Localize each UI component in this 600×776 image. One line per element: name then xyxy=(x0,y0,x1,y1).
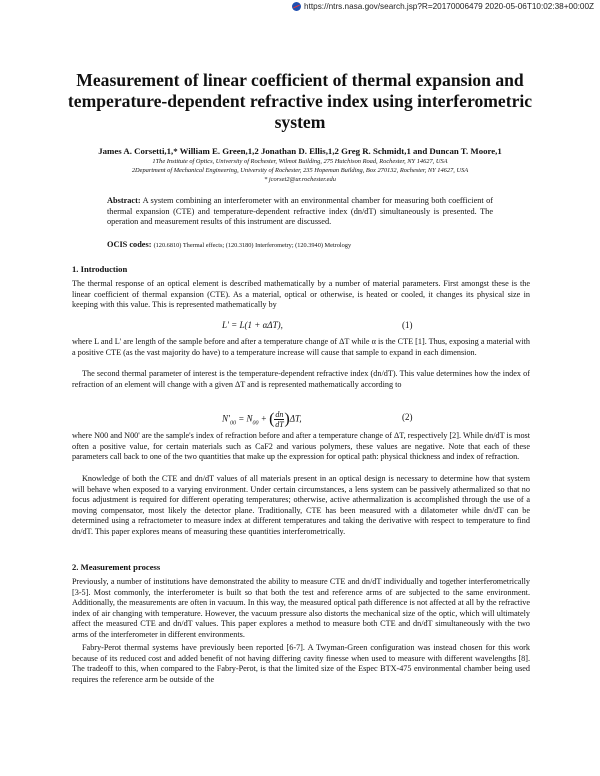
eq2-lhs-sub: 00 xyxy=(229,420,236,427)
intro-paragraph-5: Knowledge of both the CTE and dn/dT values of all materials present in an optical design is necessary to determine how that system will behave when exposed to a varying environment. Under certain circumstances, a lens system can be passively athermalized so that no focus adjustment is required for different operating temperatures; otherwise, active athermalization is accomplished through the use of a moving compensator, most likely the detector plane. Traditionally, CTE has been measured with a dilatometer while dn/dT can be determined using a refractometer to measure index at different temperatures and taking the derivative with respect to temperature to find dn/dT. This paper explores means of measuring these quantities interferometrically. xyxy=(72,474,530,536)
ocis-list: (120.6810) Thermal effects; (120.3180) Interferometry; (120.3940) Metrology xyxy=(153,242,352,249)
abstract xyxy=(107,196,493,228)
intro-paragraph-1: The thermal response of an optical element is described mathematically by a number of material parameters. First amongst these is the linear coefficient of thermal expansion (CTE). As a material, optical or otherwise, is heated or cooled, it changes its physical size in keeping with this value. This is represented mathematically by xyxy=(72,279,530,310)
source-url[interactable] xyxy=(292,2,594,11)
eq2-rhs-n: = N xyxy=(235,413,253,424)
eq2-right-paren: ) xyxy=(284,410,290,428)
intro-paragraph-3: The second thermal parameter of interest is the temperature-dependent refractive index (dn/dT). This value determines how the index of refraction of an element will change with a given ΔT and is represented mathematically according to xyxy=(72,369,530,389)
ocis-label: OCIS codes: xyxy=(107,240,152,249)
equation-2 xyxy=(72,406,530,434)
equation-2-number: (2) xyxy=(402,412,413,422)
abstract-text: A system combining an interferometer with an environmental chamber for measuring both coefficient of thermal expansion (CTE) and temperature-dependent refractive index (dn/dT) simultaneously is presented. The operation and measurement results of this instrument are discussed. xyxy=(107,196,494,226)
measurement-paragraph-1: Previously, a number of institutions have demonstrated the ability to measure CTE and dn/dT individually and together interferometrically [3-5]. Most commonly, the interferometer is built so that both the test and reference arms of are subjected to the same environment. Additionally, the measurements are often in vacuum. In this way, the measured optical path difference is not affected at all by the refractive index of air changing with temperature. However, the vacuum pressure also distorts the mechanical size of the optic, which will ultimately affect the measured CTE and dn/dT values. This paper explores a method to measure both CTE and dn/dT simultaneously with the two arms of the interferometer in different environments. xyxy=(72,577,530,639)
author-list: James A. Corsetti,1,* William E. Green,1,2 Jonathan D. Ellis,1,2 Greg R. Schmidt,1 and Duncan T. Moore,1 xyxy=(98,146,502,156)
eq2-rhs-sub: 00 xyxy=(252,420,259,427)
nasa-logo-icon xyxy=(292,2,301,11)
corresponding-email: * jcorset2@ur.rochester.edu xyxy=(264,176,336,183)
intro-paragraph-4: where N00 and N00' are the sample's index of refraction before and after a temperature change of ΔT, respectively [2]. While dn/dT is most often a positive value, for certain materials such as CaF2 and various polymers, these values are negative. Note that each of these parameters call back to one of the two quantities that make up the expression for optical path: physical thickness and index of refraction. xyxy=(72,431,530,462)
measurement-paragraph-2: Fabry-Perot thermal systems have previously been reported [6-7]. A Twyman-Green configuration was instead chosen for this work because of its reduced cost and added benefit of not having differing cavity finesse when used to measure with different wavelengths [8]. The tradeoff to this, when compared to the Fabry-Perot, is that the limited size of the Espec BTX-475 environmental chamber being used requires the reference arm be outside of the xyxy=(72,643,530,684)
source-url-text: https://ntrs.nasa.gov/search.jsp?R=20170006479 2020-05-06T10:02:38+00:00Z xyxy=(304,2,594,11)
eq2-lhs: N' xyxy=(222,413,230,424)
intro-paragraph-2: where L and L' are length of the sample before and after a temperature change of ΔT while α is the CTE [1]. Thus, exposing a material with a positive CTE (as the vast majority do have) to a temperature increase will cause that sample to expand in each dimension. xyxy=(72,337,530,357)
affiliation-1: 1The Institute of Optics, University of Rochester, Wilmot Building, 275 Hutchison Road, Rochester, NY 14627, USA xyxy=(152,158,448,165)
abstract-label: Abstract: xyxy=(107,196,141,205)
affiliation-2: 2Department of Mechanical Engineering, University of Rochester, 235 Hopeman Building, Box 270132, Rochester, NY 14627, USA xyxy=(131,167,469,174)
equation-1-expr: L' = L(1 + αΔT), xyxy=(222,320,283,330)
section-heading-measurement: 2. Measurement process xyxy=(72,562,161,572)
eq2-frac-numerator: dn xyxy=(275,410,284,419)
eq2-frac-denominator: dT xyxy=(275,420,284,429)
eq2-fraction xyxy=(274,410,284,429)
equation-1-number: (1) xyxy=(402,320,413,330)
equation-2-expr xyxy=(222,410,302,429)
paper-title: Measurement of linear coefficient of thermal expansion and temperature-dependent refractive index using interferometric system xyxy=(67,70,533,132)
section-heading-introduction: 1. Introduction xyxy=(72,264,128,274)
ocis-codes xyxy=(107,240,493,249)
eq2-plus: + xyxy=(258,413,270,424)
eq2-deltaT: ΔT, xyxy=(289,413,302,424)
eq2-left-paren: ( xyxy=(269,410,275,428)
